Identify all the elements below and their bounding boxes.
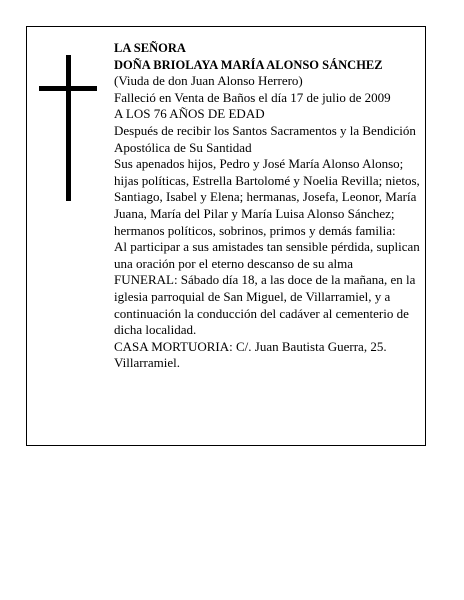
cross-vertical-bar [66,55,71,201]
sacraments-paragraph: Después de recibir los Santos Sacramentos y la Bendición Apostólica de Su Santidad [114,122,416,155]
funeral-paragraph: FUNERAL: Sábado día 18, a las doce de la mañana, en la iglesia parroquial de San Miguel, de Villarramiel, y a continuación la conducción del cadáver al cementerio de dicha localidad. [114,272,416,338]
request-paragraph: Al participar a sus amistades tan sensible pérdida, suplican una oración por el eterno descanso de su alma [114,239,420,271]
mortuary-paragraph: CASA MORTUORIA: C/. Juan Bautista Guerra, 25. Villarramiel. [114,338,387,371]
widow-line: (Viuda de don Juan Alonso Herrero) [114,73,303,89]
age-line: A LOS 76 AÑOS DE EDAD [114,106,265,122]
obituary-notice [26,26,426,446]
cross-horizontal-bar [39,86,97,91]
notice-title: LA SEÑORA [114,41,186,55]
family-paragraph: Sus apenados hijos, Pedro y José María Alonso Alonso; hijas políticas, Estrella Bartolomé y Noelia Revilla; nietos, Santiago, Isabel y Elena; hermanas, Josefa, Leonor, María Juana, María del Pilar y María Luisa Alonso Sánchez; hermanos políticos, sobrinos, primos y demás familia: [114,156,420,238]
deceased-name: DOÑA BRIOLAYA MARÍA ALONSO SÁNCHEZ [114,57,383,72]
notice-text [114,40,426,372]
death-line: Falleció en Venta de Baños el día 17 de julio de 2009 [114,89,391,105]
cross-icon [39,55,97,201]
